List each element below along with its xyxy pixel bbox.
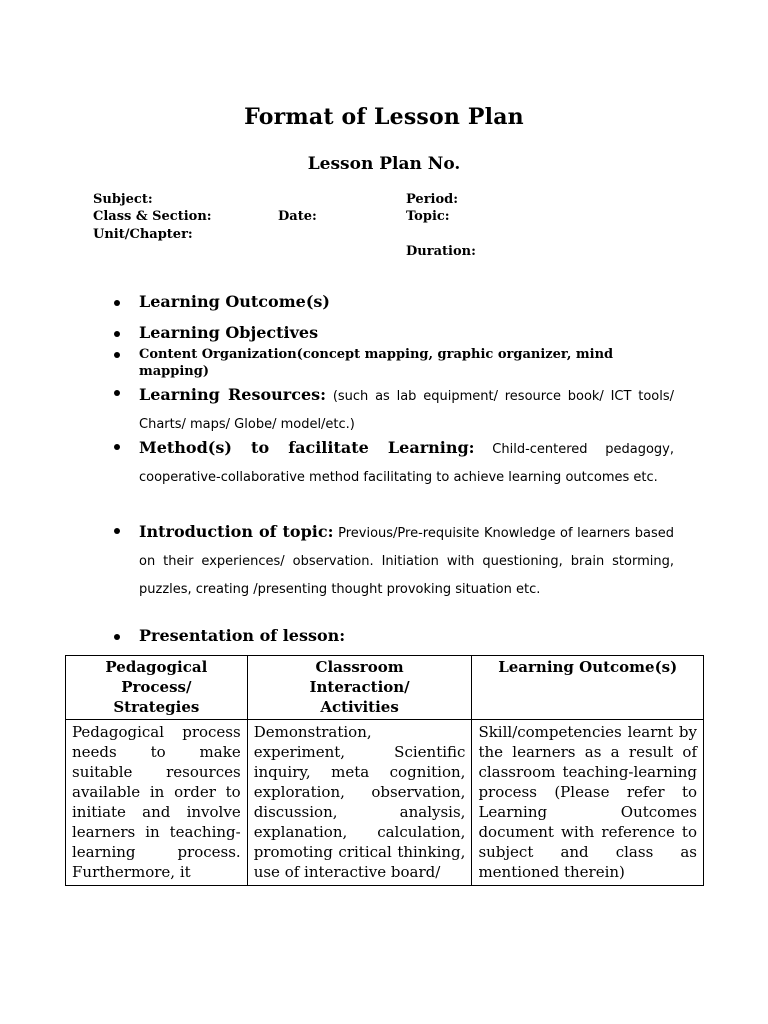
- bullet-icon: [114, 390, 120, 396]
- section-title: Learning Outcome(s): [139, 292, 330, 311]
- table-cell: Pedagogical process needs to make suitable resources available in order to initiate and involve learners in teaching-learning process. Furthermore, it: [66, 720, 248, 886]
- date-label: Date:: [278, 209, 317, 224]
- section-presentation: [114, 626, 674, 650]
- page-title: Format of Lesson Plan: [244, 104, 524, 130]
- unit-chapter-label: Unit/Chapter:: [93, 227, 193, 242]
- table-cell: Demonstration, experiment, Scientific inquiry, meta cognition, exploration, observation, discussion, analysis, explanation, calculation, promoting critical thinking, use of interactive board/: [247, 720, 472, 886]
- bullet-icon: [114, 300, 120, 306]
- topic-label: Topic:: [406, 209, 450, 224]
- section-title: Learning Objectives: [139, 323, 319, 342]
- section-text: (such as lab equipment/ resource book/ ICT tools/ Charts/ maps/ Globe/ model/etc.): [139, 389, 675, 432]
- bullet-icon: [114, 352, 120, 358]
- section-learning-objectives: [114, 323, 674, 346]
- bullet-icon: [114, 331, 120, 337]
- class-section-label: Class & Section:: [93, 209, 212, 224]
- lesson-plan-sections: [114, 292, 674, 650]
- table-row: [66, 720, 704, 886]
- section-text: Child-centered pedagogy, cooperative-collaborative method facilitating to achieve learning outcomes etc.: [139, 442, 674, 485]
- section-title: Content Organization(concept mapping, graphic organizer, mind mapping): [139, 347, 614, 379]
- duration-label: Duration:: [406, 244, 476, 259]
- period-label: Period:: [406, 192, 459, 207]
- presentation-table: [65, 655, 704, 886]
- table-cell: Skill/competencies learnt by the learners as a result of classroom teaching-learning process (Please refer to Learning Outcomes document with reference to subject and class as mentioned therein): [472, 720, 704, 886]
- section-title: Presentation of lesson:: [139, 626, 346, 645]
- subject-label: Subject:: [93, 192, 153, 207]
- lesson-plan-number: Lesson Plan No.: [307, 154, 461, 174]
- section-text: Previous/Pre-requisite Knowledge of learners based on their experiences/ observation. Initiation with questioning, brain storming, puzzles, creating /presenting thought provoking situation etc.: [139, 526, 674, 597]
- section-content-organization: [114, 346, 674, 382]
- section-methods: [114, 435, 674, 519]
- bullet-icon: [114, 634, 120, 640]
- section-title: Introduction of topic:: [139, 522, 334, 541]
- section-introduction: [114, 519, 674, 626]
- section-title: Method(s) to facilitate Learning:: [139, 438, 475, 457]
- column-header: Pedagogical Process/ Strategies: [66, 656, 248, 720]
- bullet-icon: [114, 528, 120, 534]
- column-header: Learning Outcome(s): [472, 656, 704, 720]
- bullet-icon: [114, 444, 120, 450]
- table-header-row: [66, 656, 704, 720]
- section-title: Learning Resources:: [139, 385, 327, 404]
- section-learning-resources: [114, 382, 674, 435]
- column-header: Classroom Interaction/ Activities: [247, 656, 472, 720]
- section-learning-outcomes: [114, 292, 674, 323]
